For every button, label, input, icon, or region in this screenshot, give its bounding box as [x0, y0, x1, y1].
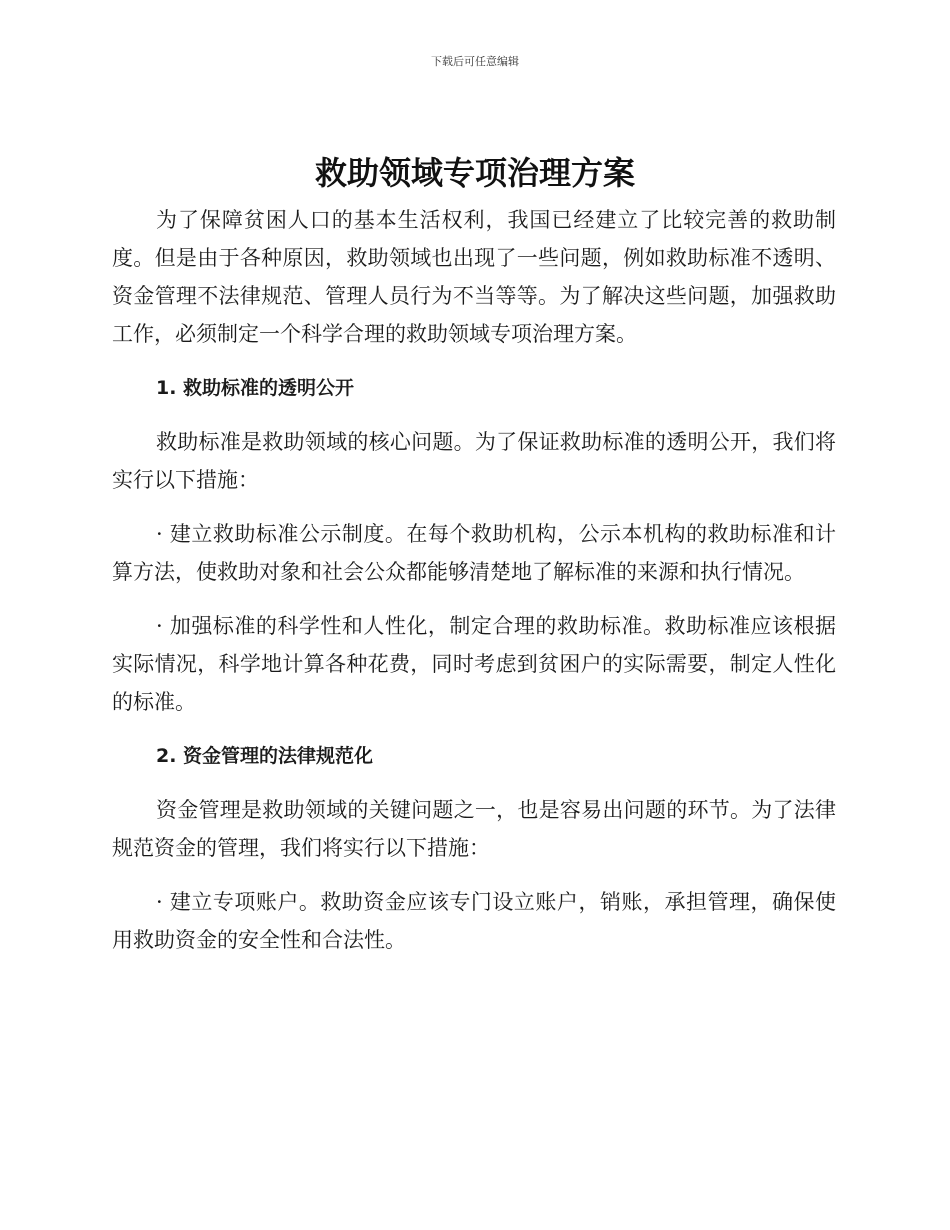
section-1-item-1: · 建立救助标准公示制度。在每个救助机构，公示本机构的救助标准和计算方法，使救助对象和社会公众都能够清楚地了解标准的来源和执行情况。 [112, 522, 836, 584]
section-1-lead: 救助标准是救助领域的核心问题。为了保证救助标准的透明公开，我们将实行以下措施： [112, 430, 836, 492]
intro-paragraph: 为了保障贫困人口的基本生活权利，我国已经建立了比较完善的救助制度。但是由于各种原因，救助领域也出现了一些问题，例如救助标准不透明、资金管理不法律规范、管理人员行为不当等等。为了解决这些问题，加强救助工作，必须制定一个科学合理的救助领域专项治理方案。 [112, 208, 836, 346]
document-title: 救助领域专项治理方案 [314, 154, 635, 192]
section-heading-2: 2. 资金管理的法律规范化 [156, 745, 374, 767]
page-header-note: 下载后可任意编辑 [431, 55, 519, 68]
section-2-lead: 资金管理是救助领域的关键问题之一，也是容易出问题的环节。为了法律规范资金的管理，我们将实行以下措施： [112, 798, 836, 860]
section-2-item-1: · 建立专项账户。救助资金应该专门设立账户，销账，承担管理，确保使用救助资金的安全性和合法性。 [112, 890, 836, 952]
document-body [112, 201, 836, 959]
section-1-item-2: · 加强标准的科学性和人性化，制定合理的救助标准。救助标准应该根据实际情况，科学地计算各种花费，同时考虑到贫困户的实际需要，制定人性化的标准。 [112, 614, 836, 714]
section-heading-1: 1. 救助标准的透明公开 [156, 377, 355, 399]
